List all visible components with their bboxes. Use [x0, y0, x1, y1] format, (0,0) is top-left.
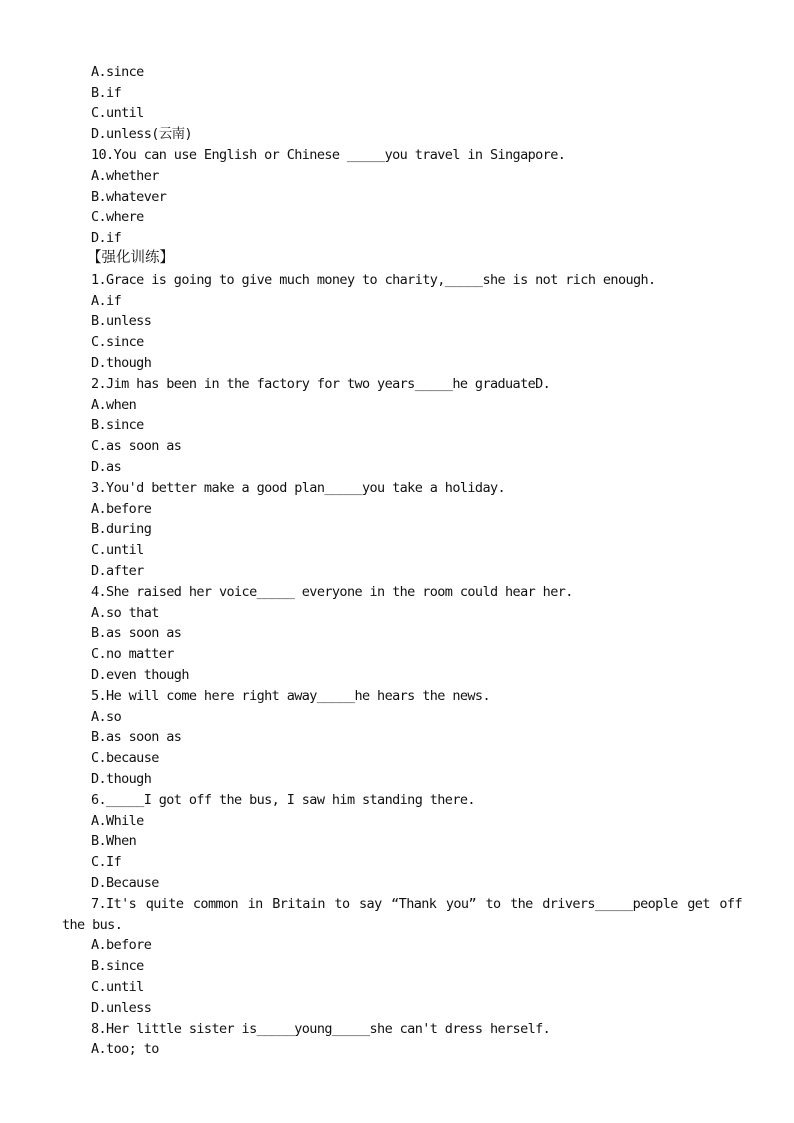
q1-option-d: D.though	[91, 355, 152, 371]
q7-option-c: C.until	[91, 979, 144, 995]
q9-option-d: D.unless(云南)	[91, 126, 193, 142]
q2-question: 2.Jim has been in the factory for two years_____he graduateD.	[91, 376, 551, 392]
q4-option-a: A.so that	[91, 605, 159, 621]
q9-option-c: C.until	[91, 105, 144, 121]
q10-option-c: C.where	[91, 209, 144, 225]
q4-option-b: B.as soon as	[91, 625, 182, 641]
q8-option-a: A.too; to	[91, 1041, 159, 1057]
q5-option-d: D.though	[91, 771, 152, 787]
q8-question: 8.Her little sister is_____young_____she can't dress herself.	[91, 1021, 551, 1037]
q7-option-d: D.unless	[91, 1000, 152, 1016]
q3-option-c: C.until	[91, 542, 144, 558]
q5-question: 5.He will come here right away_____he hears the news.	[91, 688, 490, 704]
q2-option-a: A.when	[91, 397, 137, 413]
q1-option-b: B.unless	[91, 313, 152, 329]
section-heading: 【强化训练】	[87, 250, 174, 266]
q6-option-d: D.Because	[91, 875, 159, 891]
q5-option-c: C.because	[91, 750, 159, 766]
q6-question: 6._____I got off the bus, I saw him standing there.	[91, 792, 475, 808]
q3-question: 3.You'd better make a good plan_____you take a holiday.	[91, 480, 506, 496]
q7-option-b: B.since	[91, 958, 144, 974]
q9-option-b: B.if	[91, 85, 122, 101]
q10-question: 10.You can use English or Chinese _____you travel in Singapore.	[91, 147, 566, 163]
q2-option-c: C.as soon as	[91, 438, 182, 454]
q1-option-c: C.since	[91, 334, 144, 350]
q5-option-b: B.as soon as	[91, 729, 182, 745]
q10-option-a: A.whether	[91, 168, 159, 184]
q6-option-a: A.While	[91, 813, 144, 829]
q3-option-b: B.during	[91, 521, 152, 537]
q1-option-a: A.if	[91, 293, 122, 309]
q5-option-a: A.so	[91, 709, 122, 725]
q10-option-d: D.if	[91, 230, 122, 246]
q9-option-a: A.since	[91, 64, 144, 80]
q7-option-a: A.before	[91, 937, 152, 953]
q10-option-b: B.whatever	[91, 189, 167, 205]
q4-option-d: D.even though	[91, 667, 189, 683]
q2-option-b: B.since	[91, 417, 144, 433]
q7-question: 7.It's quite common in Britain to say “Thank you” to the drivers_____people get off the bus.	[62, 896, 742, 933]
q2-option-d: D.as	[91, 459, 122, 475]
q1-question: 1.Grace is going to give much money to charity,_____she is not rich enough.	[91, 272, 656, 288]
q3-option-a: A.before	[91, 501, 152, 517]
q6-option-b: B.When	[91, 833, 137, 849]
q4-option-c: C.no matter	[91, 646, 174, 662]
q3-option-d: D.after	[91, 563, 144, 579]
q6-option-c: C.If	[91, 854, 122, 870]
q4-question: 4.She raised her voice_____ everyone in the room could hear her.	[91, 584, 573, 600]
